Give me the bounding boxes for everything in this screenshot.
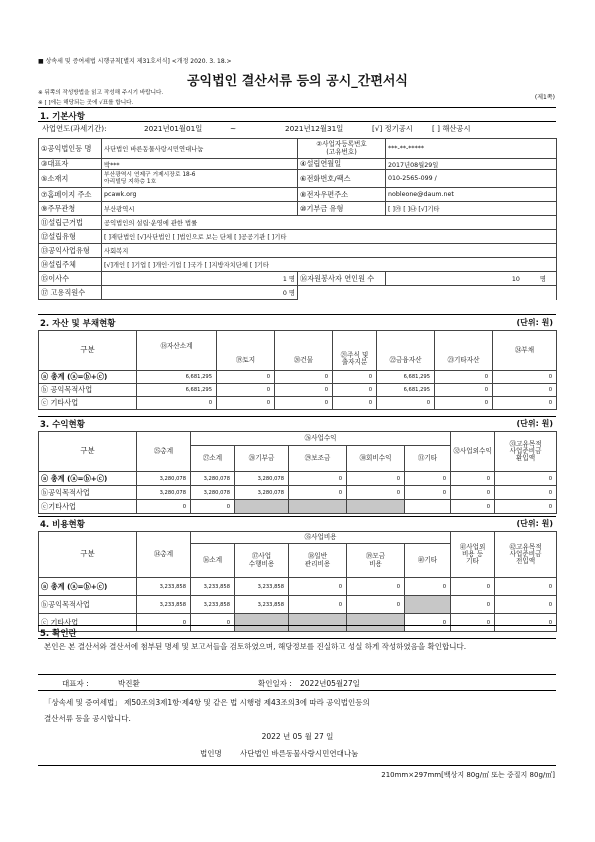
assets-header-gubun: 구분	[39, 331, 137, 371]
table-row	[39, 500, 557, 514]
revenue-cell: 0	[347, 486, 405, 500]
revenue-cell: 0	[451, 500, 495, 514]
assets-cell: 0	[217, 371, 275, 384]
assets-row-label: ⓑ 공익목적사업	[39, 384, 137, 397]
section-title-basic: 1. 기본사항	[40, 112, 85, 122]
directors-value: 1 명	[102, 272, 298, 286]
basis-law-label: ⑪설립근거법	[39, 216, 102, 230]
revenue-table	[38, 431, 557, 514]
expense-header-total: ㉞총계	[137, 532, 191, 578]
expense-header-reserve: ㊷고유목적 사업준비금 전입액	[495, 532, 557, 578]
assets-cell: 0	[493, 371, 557, 384]
expense-cell: 0	[451, 614, 495, 632]
revenue-cell: 0	[495, 486, 557, 500]
expense-header-other: ㊵기타	[405, 544, 451, 578]
expense-header-gubun: 구분	[39, 532, 137, 578]
confirm-date-value: 2022년05월27일	[300, 679, 360, 688]
expense-cell: 0	[191, 614, 235, 632]
assets-table	[38, 330, 557, 410]
revenue-cell: 0	[451, 472, 495, 486]
confirm-date-label: 확인일자 :	[258, 679, 292, 688]
divider	[38, 107, 556, 108]
revenue-row-label: ⓑ공익목적사업	[39, 486, 137, 500]
revenue-cell: 0	[191, 500, 235, 514]
assets-row-label: ⓐ 총계 (ⓐ=ⓑ+ⓒ)	[39, 371, 137, 384]
divider	[38, 314, 556, 315]
rep-sign-label: 대표자 :	[62, 679, 89, 688]
note-checkbox: ※ [ ]에는 해당되는 곳에 √표를 합니다.	[38, 100, 134, 106]
law-reference: ■ 상속세 및 증여세법 시행규칙[별지 제31호서식] <개정 2020. 3. 18.>	[38, 58, 232, 65]
founder-label: ⑭설립주체	[39, 258, 102, 272]
revenue-cell: 0	[347, 472, 405, 486]
assets-cell: 0	[435, 397, 493, 410]
expense-cell-disabled	[289, 614, 347, 632]
divider	[38, 516, 556, 517]
assets-cell: 0	[275, 371, 333, 384]
section-title-revenue: 3. 수익현황	[40, 420, 85, 430]
biz-type-label: ⑬공익사업유형	[39, 244, 102, 258]
basis-law-value: 공익법인의 설립·운영에 관한 법률	[102, 216, 557, 230]
expense-cell: 0	[495, 578, 557, 596]
disclosure-dissolution-checkbox[interactable]: [ ] 해산공시	[432, 124, 471, 133]
assets-cell: 6,681,295	[377, 384, 435, 397]
confirm-statement: 본인은 본 결산서와 결산서에 첨부된 명세 및 보고서들을 검토하였으며, 해당정보를 진실하고 성실 하게 작성하였음을 확인합니다.	[44, 642, 467, 651]
rep-label: ③대표자	[39, 159, 102, 170]
expense-header-admin: ㊳일반 관리비용	[289, 544, 347, 578]
expense-cell: 0	[451, 578, 495, 596]
biz-type-value: 사회복지	[102, 244, 557, 258]
revenue-cell: 3,280,078	[235, 472, 289, 486]
revenue-cell-disabled	[289, 500, 347, 514]
unit-revenue: (단위: 원)	[516, 419, 553, 428]
office-value: 부산광역시	[102, 202, 298, 216]
assets-header-land: ⑲토지	[217, 331, 275, 371]
divider	[38, 416, 556, 417]
assets-cell: 0	[217, 384, 275, 397]
corp-name: 사단법인 바른동물사랑시민연대나눔	[240, 749, 359, 758]
expense-row-label: ⓑ공익목적사업	[39, 596, 137, 614]
table-row	[39, 384, 557, 397]
revenue-header-reserve: ㉝고유목적 사업준비금 환입액	[495, 432, 557, 472]
expense-row-label: ⓐ 총계 (ⓐ=ⓑ+ⓒ)	[39, 578, 137, 596]
home-value: pcawk.org	[102, 188, 298, 202]
fiscal-from: 2021년01월01일	[144, 124, 203, 133]
revenue-cell: 3,280,078	[191, 472, 235, 486]
section-title-confirm: 5. 확인란	[40, 629, 77, 639]
expense-row-label: ⓒ 기타사업	[39, 614, 137, 632]
sign-date: 2022 년 05 월 27 일	[261, 732, 334, 741]
assets-header-other: ㉓기타자산	[435, 331, 493, 371]
assets-header-total: ⑱자산소계	[137, 331, 217, 371]
assets-header-building: ⑳건물	[275, 331, 333, 371]
fiscal-to: 2021년12월31일	[285, 124, 344, 133]
expense-header-project: ㊲사업 수행비용	[235, 544, 289, 578]
fiscal-tilde: ~	[230, 124, 237, 133]
home-label: ⑦홈페이지 주소	[39, 188, 102, 202]
expense-cell: 0	[405, 578, 451, 596]
assets-cell: 0	[493, 384, 557, 397]
bizno-label: ②사업자등록번호 (고유번호)	[298, 139, 386, 159]
assets-header-liability: ㉔부채	[493, 331, 557, 371]
assets-cell: 0	[275, 384, 333, 397]
bizno-value: ***-**-*****	[386, 139, 557, 159]
expense-cell: 3,233,858	[191, 596, 235, 614]
revenue-cell: 0	[289, 486, 347, 500]
revenue-cell: 0	[495, 472, 557, 486]
expense-cell-disabled	[405, 596, 451, 614]
table-row	[39, 614, 557, 632]
disclosure-regular-checkbox[interactable]: [√] 정기공시	[372, 124, 413, 133]
assets-cell: 0	[217, 397, 275, 410]
revenue-header-donation: ㉘기부금	[235, 446, 289, 472]
unit-expense: (단위: 원)	[516, 519, 553, 528]
divider	[38, 674, 556, 675]
est-value: 2017년08월29일	[386, 159, 557, 170]
email-value: nobleone@daum.net	[386, 188, 557, 202]
expense-cell: 3,233,858	[191, 578, 235, 596]
email-label: ⑧전자우편주소	[298, 188, 386, 202]
office-label: ⑨주무관청	[39, 202, 102, 216]
expense-header-group: ㉟사업비용	[191, 532, 451, 544]
revenue-cell: 3,280,078	[137, 486, 191, 500]
assets-cell: 0	[435, 371, 493, 384]
expense-header-fundraise: ㊴모금 비용	[347, 544, 405, 578]
table-row	[39, 472, 557, 486]
expense-cell: 0	[347, 578, 405, 596]
revenue-header-total: ㉕총계	[137, 432, 191, 472]
expense-cell: 0	[451, 596, 495, 614]
assets-cell: 6,681,295	[137, 384, 217, 397]
establish-type-label: ⑫설립유형	[39, 230, 102, 244]
expense-cell: 3,233,858	[137, 596, 191, 614]
unit-assets: (단위: 원)	[516, 318, 553, 327]
addr-label: ⑤소재지	[39, 170, 102, 188]
revenue-cell: 3,280,078	[235, 486, 289, 500]
revenue-cell: 0	[405, 472, 451, 486]
revenue-cell: 0	[495, 500, 557, 514]
form-page-number: (제1쪽)	[534, 94, 555, 101]
assets-cell: 0	[137, 397, 217, 410]
section-title-expense: 4. 비용현황	[40, 520, 85, 530]
revenue-header-group: ㉖사업수익	[191, 432, 451, 446]
revenue-row-label: ⓐ 총계 (ⓐ=ⓑ+ⓒ)	[39, 472, 137, 486]
revenue-cell: 0	[289, 472, 347, 486]
assets-cell: 0	[333, 397, 377, 410]
paper-spec: 210mm×297mm[백상지 80g/㎡ 또는 중질지 80g/㎡]	[381, 771, 555, 779]
donation-type-label: ⑩기부금 유형	[298, 202, 386, 216]
employees-value: 0 명	[102, 286, 298, 300]
expense-cell: 0	[137, 614, 191, 632]
assets-cell: 6,681,295	[137, 371, 217, 384]
divider	[38, 121, 556, 122]
expense-table	[38, 531, 557, 632]
assets-header-stock: ㉑주식 및 출자지분	[333, 331, 377, 371]
founder-value: [√]개인 [ ]기업 [ ]개인·기업 [ ]국가 [ ]지방자치단체 [ ]기타	[102, 258, 557, 272]
revenue-cell: 3,280,078	[137, 472, 191, 486]
revenue-header-subsidy: ㉙보조금	[289, 446, 347, 472]
revenue-cell: 3,280,078	[191, 486, 235, 500]
assets-cell: 0	[435, 384, 493, 397]
divider	[38, 690, 556, 691]
expense-cell: 0	[289, 596, 347, 614]
revenue-cell: 0	[405, 486, 451, 500]
volunteer-label: ⑯자원봉사자 연인원 수	[298, 272, 386, 286]
volunteer-value: 10	[511, 276, 520, 283]
corp-label: 법인명	[200, 749, 222, 758]
volunteer-cell	[386, 272, 557, 286]
revenue-cell-disabled	[347, 500, 405, 514]
revenue-cell-disabled	[235, 500, 289, 514]
table-row	[39, 371, 557, 384]
expense-cell: 0	[495, 596, 557, 614]
table-row	[39, 486, 557, 500]
rep-sign-name: 박진환	[118, 679, 140, 688]
assets-cell: 0	[333, 384, 377, 397]
revenue-header-fee: ㉚회비수익	[347, 446, 405, 472]
establish-type-value: [ ]재단법인 [√]사단법인 [ ]법인으로 보는 단체 [ ]공공기관 [ ]기타	[102, 230, 557, 244]
revenue-cell: 0	[137, 500, 191, 514]
revenue-cell	[405, 500, 451, 514]
name-value: 사단법인 바른동물사랑시민연대나눔	[102, 139, 298, 159]
divider	[38, 625, 556, 626]
table-row	[39, 596, 557, 614]
addr-value: 부산광역시 연제구 거제시장로 18-6 아리빌딩 지하층 1호	[102, 170, 298, 188]
est-label: ④설립연월일	[298, 159, 386, 170]
fiscal-label: 사업연도(과세기간):	[42, 124, 107, 133]
page-title: 공익법인 결산서류 등의 공시_간편서식	[186, 74, 408, 89]
assets-row-label: ⓒ 기타사업	[39, 397, 137, 410]
legal-text-2: 결산서류 등을 공시합니다.	[44, 714, 131, 723]
assets-cell: 0	[493, 397, 557, 410]
expense-cell: 3,233,858	[235, 596, 289, 614]
assets-cell: 6,681,295	[377, 371, 435, 384]
expense-cell-disabled	[347, 614, 405, 632]
expense-cell-disabled	[235, 614, 289, 632]
assets-cell: 0	[377, 397, 435, 410]
expense-header-nonbiz: ㊶사업외 비용 등 기타	[451, 532, 495, 578]
assets-header-financial: ㉒금융자산	[377, 331, 435, 371]
revenue-header-other: ㉛기타	[405, 446, 451, 472]
expense-cell: 0	[347, 596, 405, 614]
expense-cell: 3,233,858	[137, 578, 191, 596]
employees-label: ⑰ 고용직원수	[39, 286, 102, 300]
expense-cell: 0	[405, 614, 451, 632]
divider	[38, 638, 556, 639]
rep-value: 박***	[102, 159, 298, 170]
name-label: ①공익법인등 명	[39, 139, 102, 159]
section-title-assets: 2. 자산 및 부채현황	[40, 319, 116, 329]
assets-cell: 0	[275, 397, 333, 410]
expense-cell: 0	[495, 614, 557, 632]
revenue-header-subtotal: ㉗소계	[191, 446, 235, 472]
expense-cell: 3,233,858	[235, 578, 289, 596]
expense-cell: 0	[289, 578, 347, 596]
divider	[38, 765, 556, 766]
assets-cell: 0	[333, 371, 377, 384]
tel-label: ⑥전화번호/팩스	[298, 170, 386, 188]
tel-value: 010-2565-099 /	[386, 170, 557, 188]
revenue-row-label: ⓒ기타사업	[39, 500, 137, 514]
revenue-header-gubun: 구분	[39, 432, 137, 472]
donation-type-value: [ ]㉮ [ ]㉯ [√]기타	[386, 202, 557, 216]
revenue-header-nonbiz: ㉜사업외수익	[451, 432, 495, 472]
basic-info-table	[38, 138, 557, 300]
table-row	[39, 397, 557, 410]
table-row	[39, 578, 557, 596]
note-instructions: ※ 뒤쪽의 작성방법을 읽고 작성해 주시기 바랍니다.	[38, 90, 164, 96]
expense-header-subtotal: ㊱소계	[191, 544, 235, 578]
revenue-cell: 0	[451, 486, 495, 500]
legal-text-1: 「상속세 및 증여세법」 제50조의3제1항·제4항 및 같은 법 시행령 제43조의3에 따라 공익법인등의	[44, 698, 370, 707]
volunteer-unit: 명	[539, 276, 546, 283]
directors-label: ⑮이사수	[39, 272, 102, 286]
